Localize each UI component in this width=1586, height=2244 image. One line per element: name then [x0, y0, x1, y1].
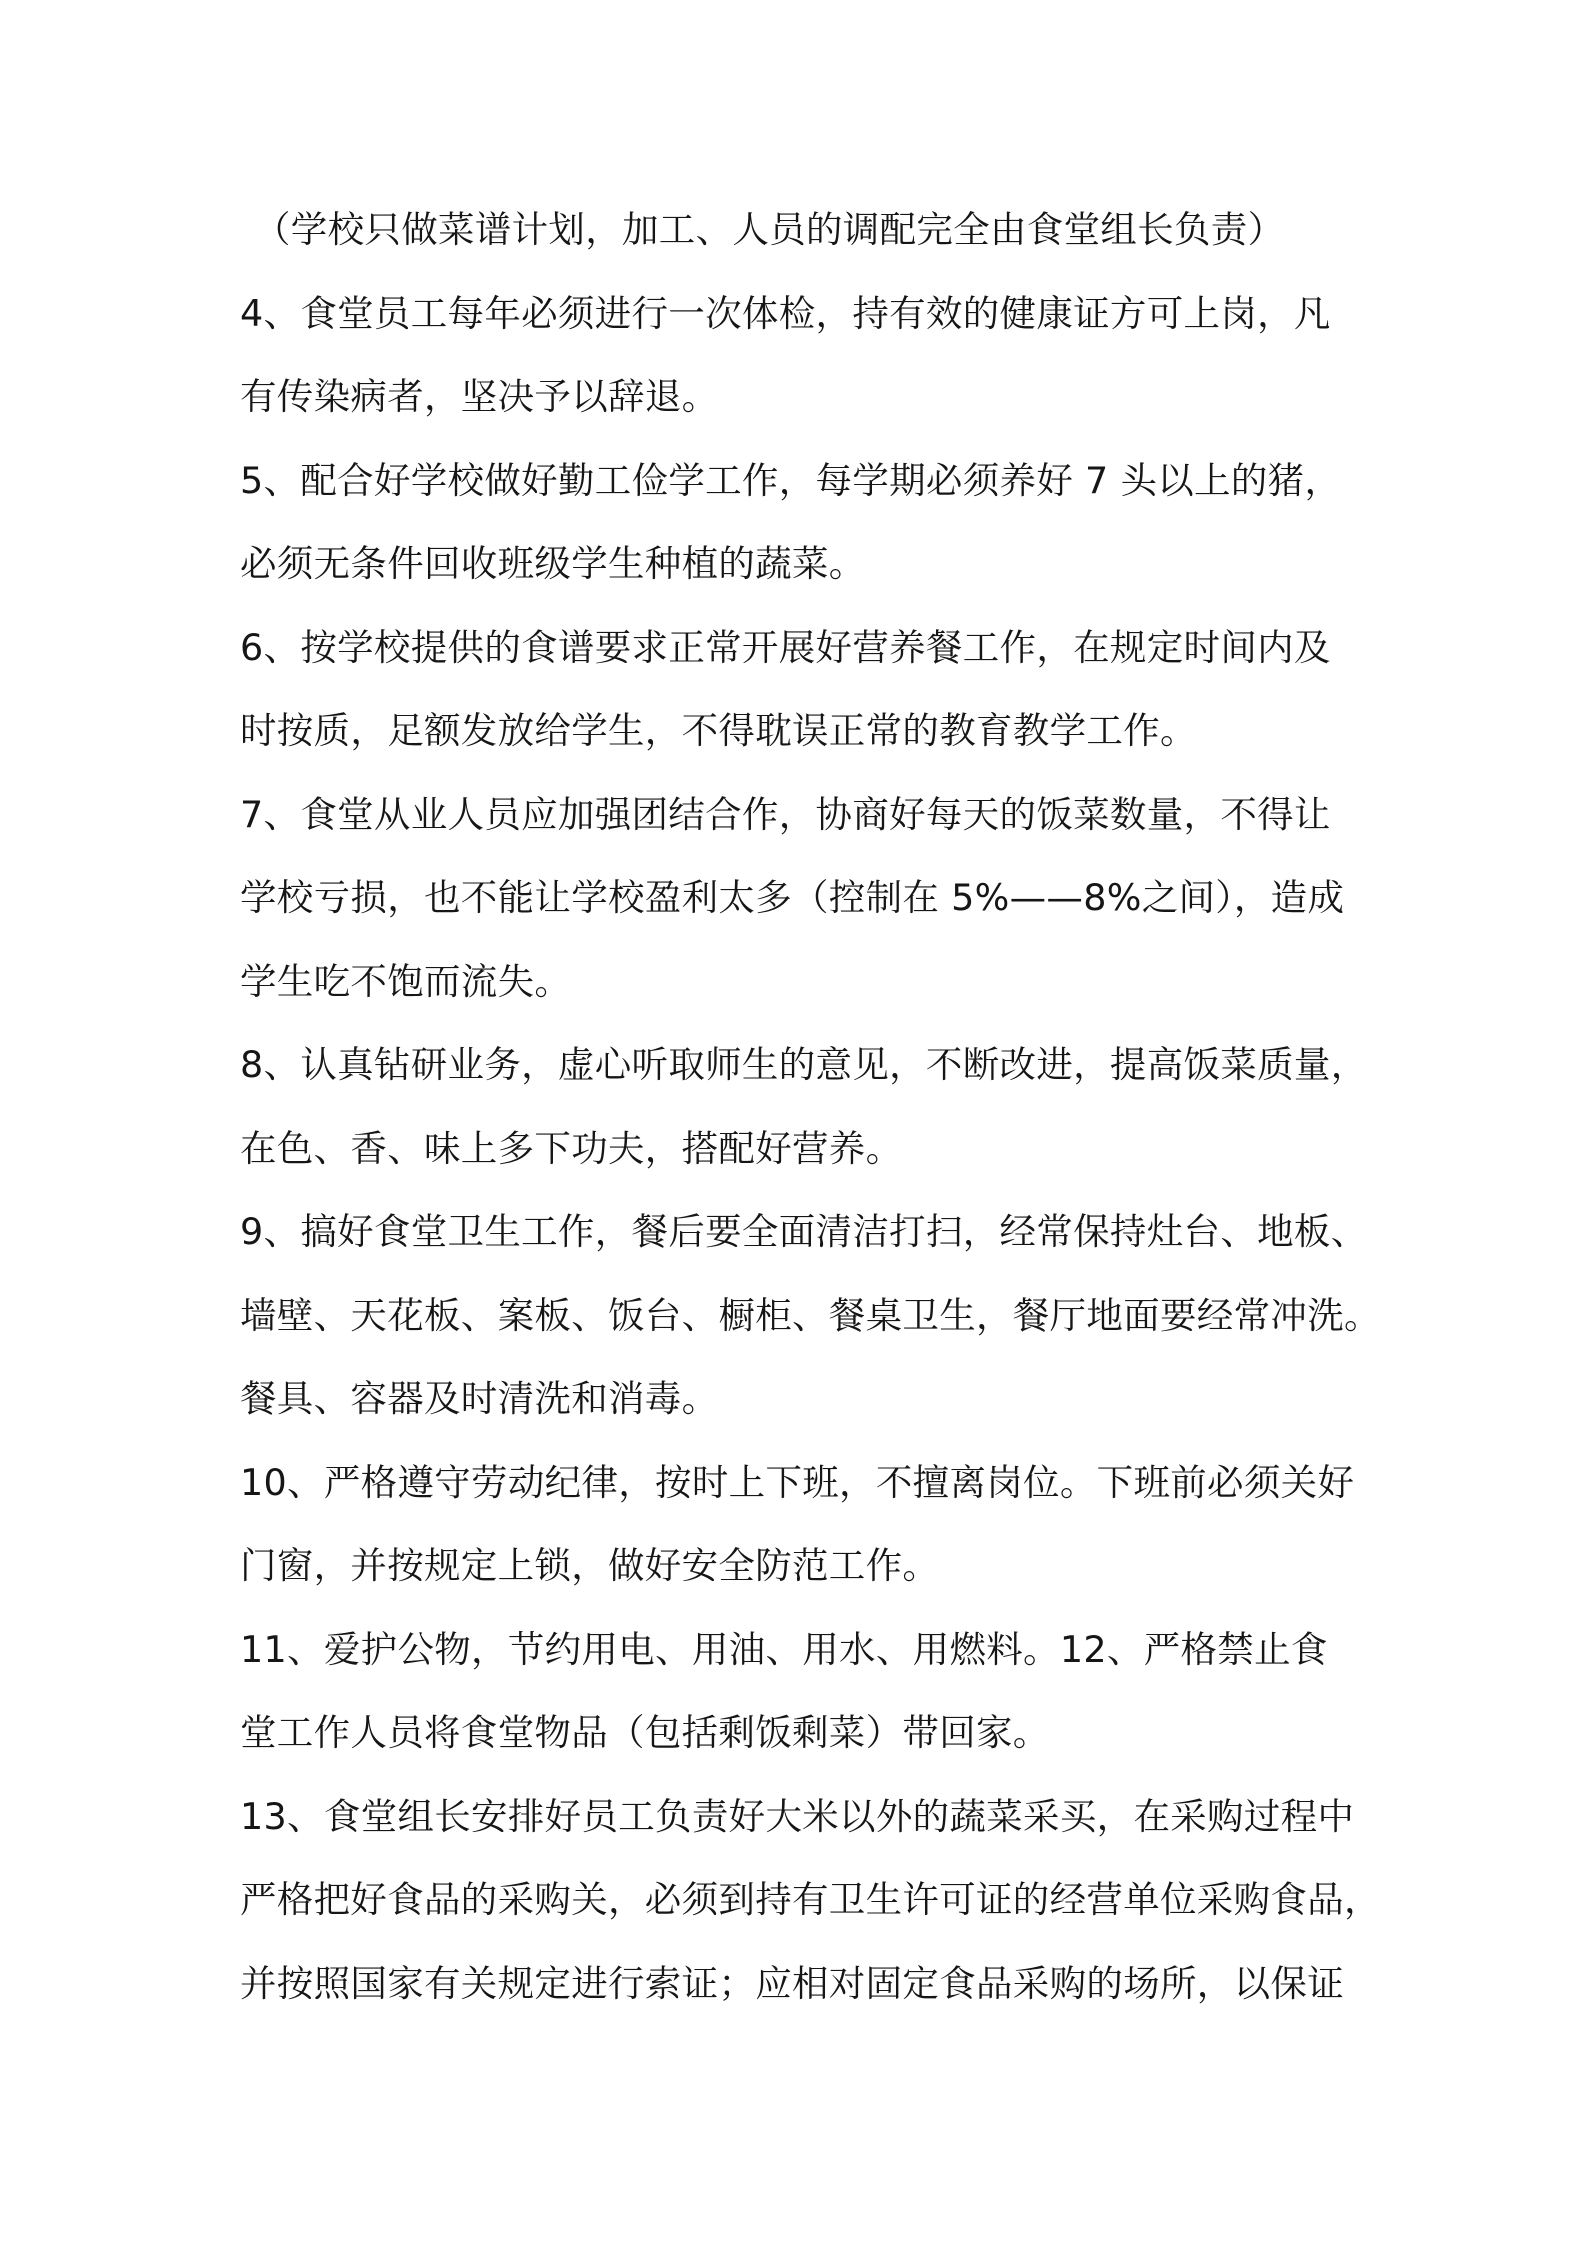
text-line: 7、食堂从业人员应加强团结合作，协商好每天的饭菜数量，不得让: [240, 792, 1331, 836]
text-line: 13、食堂组长安排好员工负责好大米以外的蔬菜采买，在采购过程中: [240, 1794, 1355, 1838]
text-line: 并按照国家有关规定进行索证；应相对固定食品采购的场所，以保证: [240, 1961, 1344, 2005]
text-line: 有传染病者，坚决予以辞退。: [240, 375, 719, 418]
text-line: 堂工作人员将食堂物品（包括剩饭剩菜）带回家。: [240, 1711, 1050, 1754]
text-line: 11、爱护公物，节约用电、用油、用水、用燃料。12、严格禁止食: [240, 1627, 1328, 1671]
text-line: 学生吃不饱而流失。: [240, 959, 572, 1003]
text-line: 在色、香、味上多下功夫，搭配好营养。: [240, 1126, 903, 1170]
text-line: 6、按学校提供的食谱要求正常开展好营养餐工作，在规定时间内及: [240, 625, 1331, 669]
text-line: （学校只做菜谱计划，加工、人员的调配完全由食堂组长负责）: [254, 208, 1285, 251]
text-line: 4、食堂员工每年必须进行一次体检，持有效的健康证方可上岗，凡: [240, 291, 1331, 335]
document-body: [240, 198, 1381, 2035]
text-line: 时按质，足额发放给学生，不得耽误正常的教育教学工作。: [240, 709, 1197, 752]
text-line: 10、严格遵守劳动纪律，按时上下班，不擅离岗位。下班前必须关好: [240, 1460, 1355, 1504]
text-line: 严格把好食品的采购关，必须到持有卫生许可证的经营单位采购食品，: [240, 1878, 1381, 1921]
text-line: 必须无条件回收班级学生种植的蔬菜。: [240, 542, 866, 585]
text-line: 墙壁、天花板、案板、饭台、橱柜、餐桌卫生，餐厅地面要经常冲洗。: [240, 1293, 1381, 1337]
text-line: 8、认真钻研业务，虚心听取师生的意见，不断改进，提高饭菜质量，: [240, 1043, 1368, 1086]
text-line: 5、配合好学校做好勤工俭学工作，每学期必须养好 7 头以上的猪，: [240, 458, 1342, 502]
text-line: 9、搞好食堂卫生工作，餐后要全面清洁打扫，经常保持灶台、地板、: [240, 1210, 1368, 1253]
text-line: 门窗，并按规定上锁，做好安全防范工作。: [240, 1544, 940, 1587]
text-line: 学校亏损，也不能让学校盈利太多（控制在 5%——8%之间），造成: [240, 876, 1345, 919]
text-line: 餐具、容器及时清洗和消毒。: [240, 1377, 719, 1420]
